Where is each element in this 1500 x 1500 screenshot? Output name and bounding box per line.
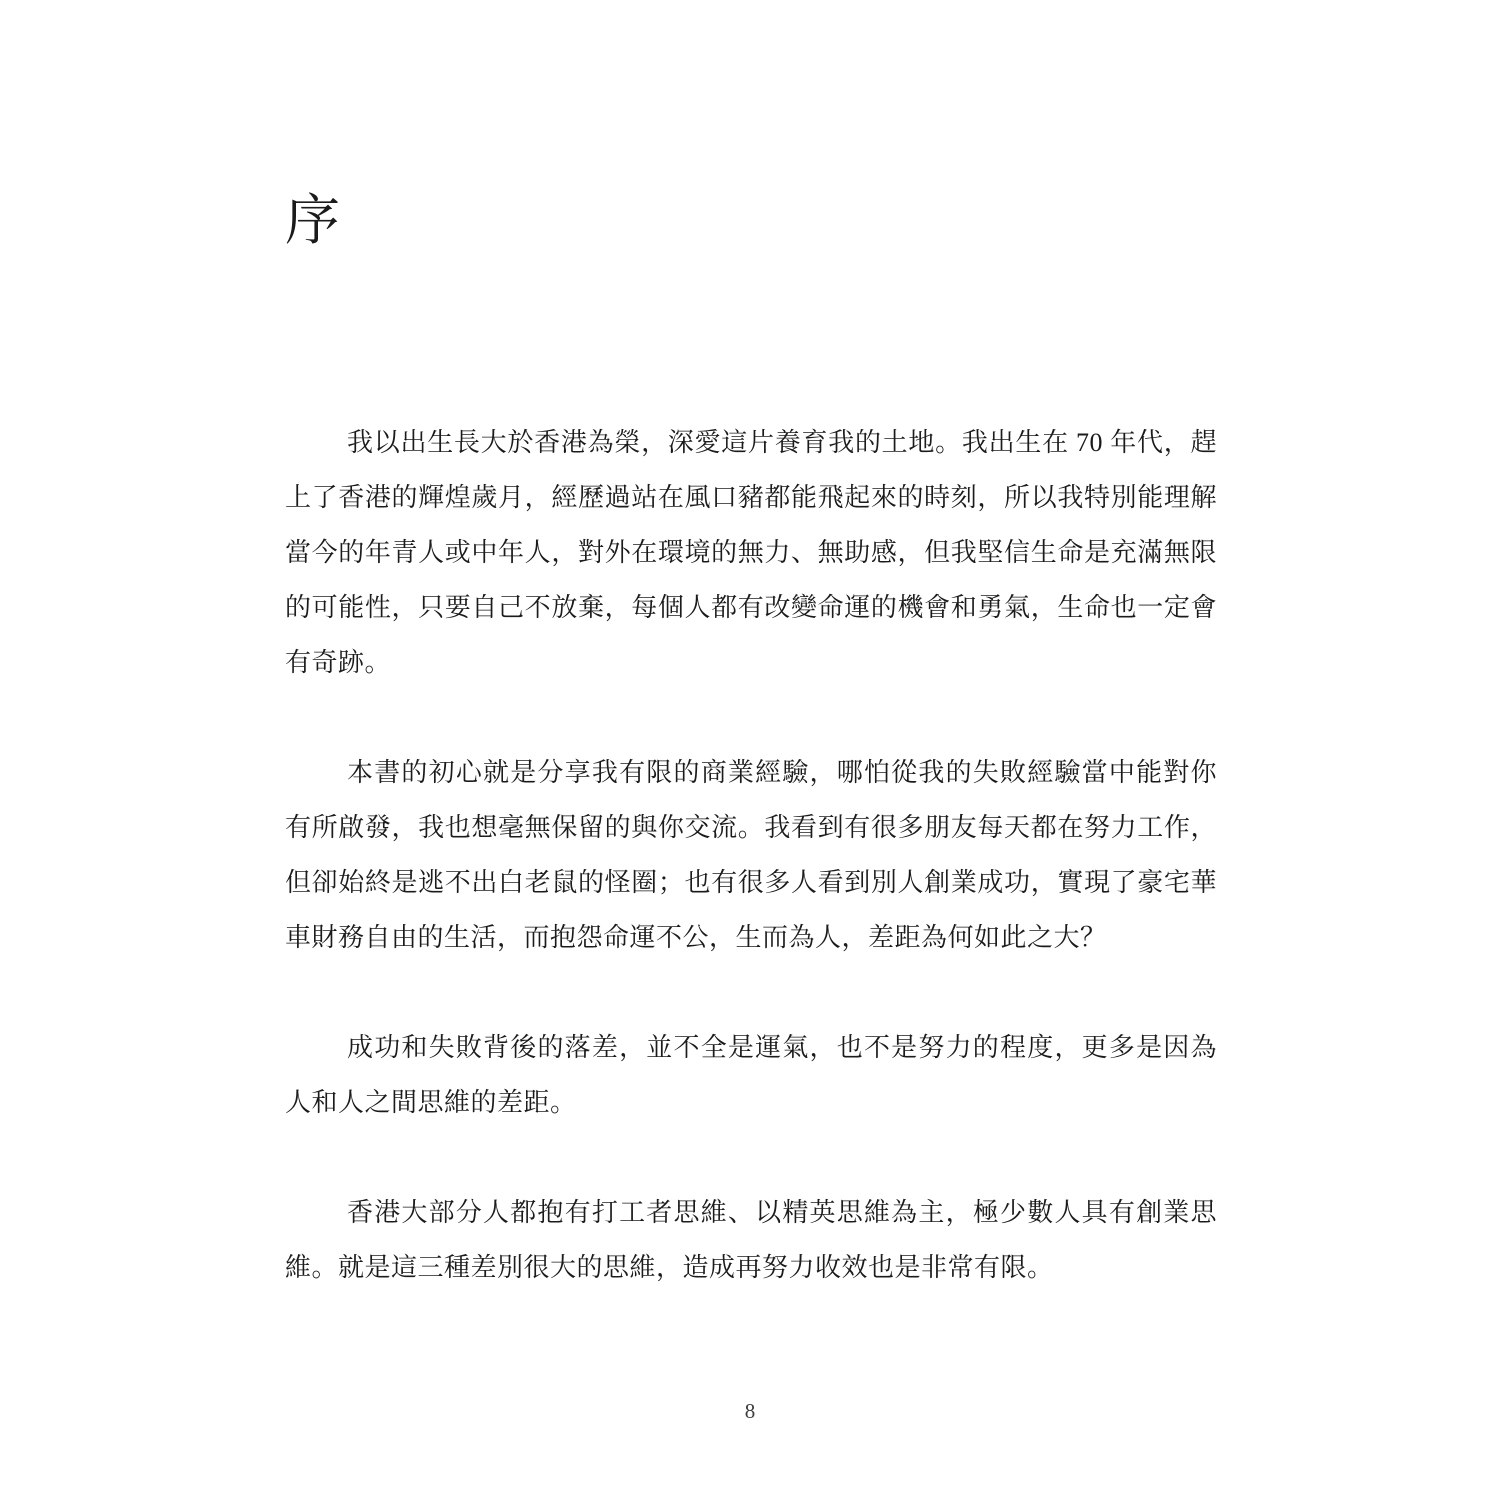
paragraph	[285, 745, 1217, 965]
text-line: 的可能性，只要自己不放棄，每個人都有改變命運的機會和勇氣，生命也一定會	[285, 593, 1217, 622]
page-number: 8	[744, 1399, 756, 1423]
paragraph	[285, 415, 1217, 690]
text-line: 上了香港的輝煌歲月，經歷過站在風口豬都能飛起來的時刻，所以我特別能理解	[285, 483, 1217, 512]
page-content	[285, 190, 1217, 1295]
text-line: 成功和失敗背後的落差，並不全是運氣，也不是努力的程度，更多是因為	[347, 1033, 1217, 1062]
text-line: 人和人之間思維的差距。	[285, 1088, 577, 1117]
text-line: 當今的年青人或中年人，對外在環境的無力、無助感，但我堅信生命是充滿無限	[285, 538, 1217, 567]
text-line: 有奇跡。	[285, 648, 392, 677]
paragraph	[285, 1185, 1217, 1295]
text-line: 有所啟發，我也想毫無保留的與你交流。我看到有很多朋友每天都在努力工作，	[285, 813, 1217, 842]
body-text	[285, 415, 1217, 1295]
text-line: 本書的初心就是分享我有限的商業經驗，哪怕從我的失敗經驗當中能對你	[347, 758, 1217, 787]
chapter-title: 序	[285, 190, 341, 251]
text-line: 我以出生長大於香港為榮，深愛這片養育我的土地。我出生在 70 年代，趕	[347, 428, 1217, 457]
text-line: 維。就是這三種差別很大的思維，造成再努力收效也是非常有限。	[285, 1253, 1054, 1282]
text-line: 香港大部分人都抱有打工者思維、以精英思維為主，極少數人具有創業思	[347, 1198, 1217, 1227]
text-line: 車財務自由的生活，而抱怨命運不公，生而為人，差距為何如此之大？	[285, 923, 1107, 952]
paragraph	[285, 1020, 1217, 1130]
text-line: 但卻始終是逃不出白老鼠的怪圈；也有很多人看到別人創業成功，實現了豪宅華	[285, 868, 1217, 897]
